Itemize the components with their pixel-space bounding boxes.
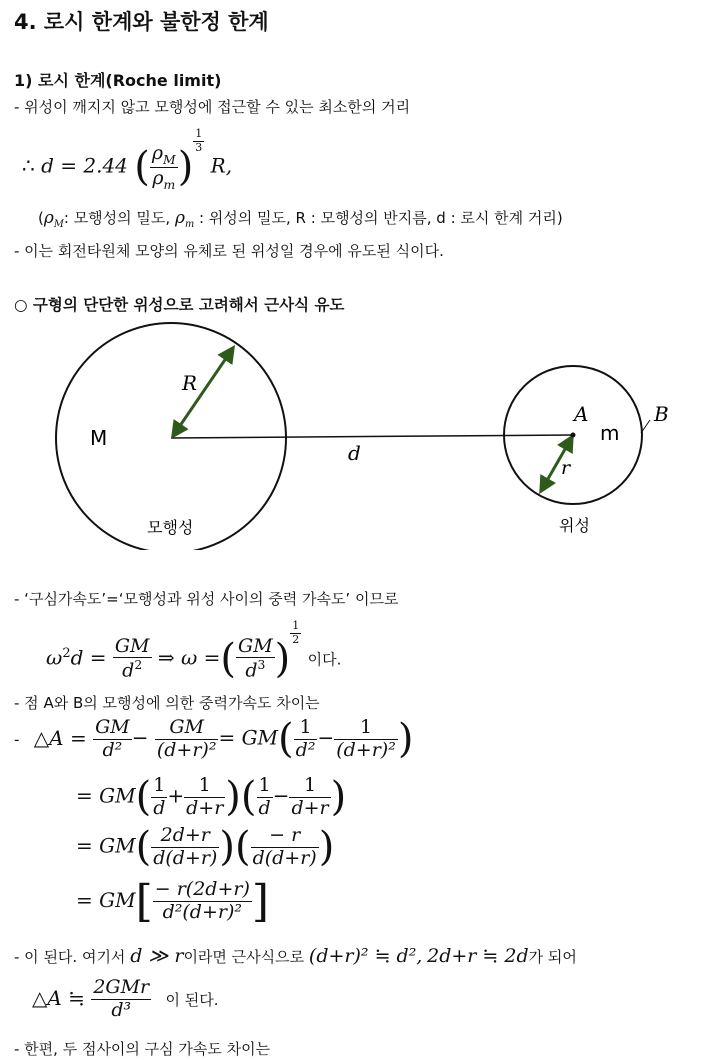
rho-m: ρ	[152, 166, 164, 189]
rho-m-sub: m	[163, 177, 176, 192]
density-ratio	[150, 143, 178, 192]
derived-note: - 이는 회전타원체 모양의 유체로 된 위성일 경우에 유도된 식이다.	[14, 242, 444, 260]
formula-tail: R,	[210, 153, 233, 178]
subsection-title: 1) 로시 한계(Roche limit)	[14, 71, 222, 90]
last-line: - 한편, 두 점사이의 구심 가속도 차이는	[14, 1040, 271, 1058]
omega-equation: $\omega^2d$ = $\frac{GM}{d^2}$ ⇒ ω =( $\frac{GM}{d^3}$ ) $\frac{1}{2}$ 이다.	[46, 619, 342, 683]
distance-line	[171, 435, 573, 438]
legend-rho-M: ρ	[43, 208, 54, 228]
label-planet: 모행성	[147, 518, 194, 537]
delta-line-3: = GM( $\frac{2d+r}{d(d+r)}$ )( $\frac{- r}{d(d+r)}$ )	[76, 823, 335, 870]
approx-line: - 이 된다. 여기서 d ≫ r이라면 근사식으로 (d+r)² ≒ d², 2d+r ≒ 2d가 되어	[14, 945, 577, 967]
delta-line-2: = GM( $\frac{1}{d}$ + $\frac{1}{d+r}$ )( $\frac{1}{d}$ − $\frac{1}{d+r}$ )	[76, 773, 347, 820]
rho-M-sub: M	[163, 152, 176, 167]
approx-heading: ○ 구형의 단단한 위성으로 고려해서 근사식 유도	[14, 296, 345, 314]
point-A	[571, 433, 576, 438]
label-B: B	[654, 402, 669, 426]
exponent-one-third: $\frac{1}{3}$	[195, 127, 203, 154]
label-M: M	[90, 426, 108, 450]
label-R: R	[182, 371, 198, 395]
roche-diagram	[0, 320, 705, 550]
label-d: d	[348, 441, 361, 465]
label-r: r	[561, 457, 571, 479]
label-A: A	[574, 402, 589, 426]
delta-line-1: - △A = $\frac{GM}{\text{d²}}$ − $\frac{GM}{\text{(d+r)²}}$ = GM( $\frac{1}{\text{d²}}$ − $\frac{1}{\text{(d+r)²}}$ )	[14, 715, 414, 762]
roche-formula: ∴ d = 2.44 ( $\frac{\rho_M}{\rho_m}$ ) $\frac{1}{3}$ R,	[22, 127, 233, 192]
formula-lhs: d = 2.44	[41, 153, 128, 178]
result-equation: △A ≒ $\frac{\text{2GMr}}{\text{d³}}$ 이 된다.	[32, 976, 219, 1021]
label-satellite: 위성	[559, 516, 590, 535]
therefore-symbol: ∴	[22, 153, 35, 178]
rho-M: ρ	[151, 141, 164, 164]
section-title: 4. 로시 한계와 불한정 한계	[14, 10, 269, 34]
difference-line: - 점 A와 B의 모행성에 의한 중력가속도 차이는	[14, 694, 320, 712]
delta-line-4: = GM[ $\frac{- r(2d+r)}{\text{d²(d+r)²}}$ ]	[76, 876, 270, 927]
legend-line: ($\rho_M$: 모행성의 밀도, $\rho_m$ : 위성의 밀도, R : 모행성의 반지름, d : 로시 한계 거리)	[38, 208, 563, 230]
legend-rho-m: ρ	[174, 208, 185, 228]
definition-line: - 위성이 깨지지 않고 모행성에 접근할 수 있는 최소한의 거리	[14, 98, 411, 116]
centripetal-line: - ‘구심가속도’=‘모행성과 위성 사이의 중력 가속도’ 이므로	[14, 590, 399, 608]
label-m: m	[600, 421, 620, 445]
